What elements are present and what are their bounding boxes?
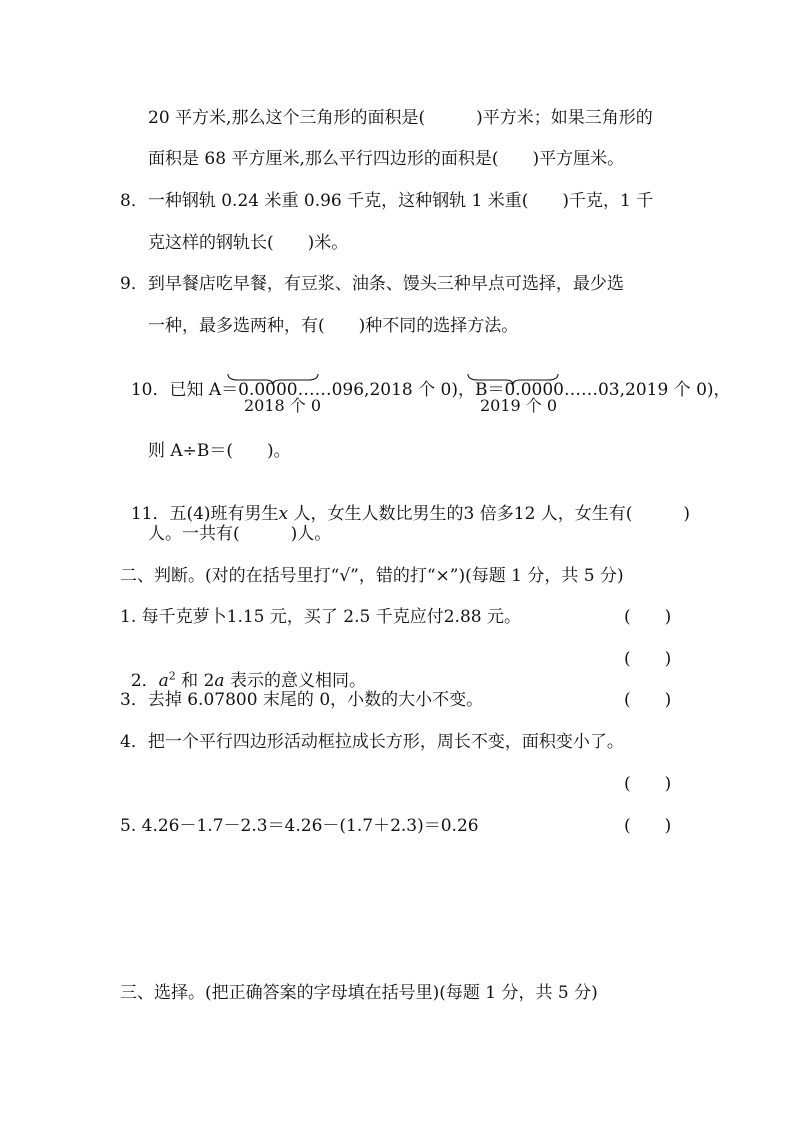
judge-item-2-end: 表示的意义相同。 (224, 671, 366, 691)
q9-line2: 一种，最多选两种，有( )种不同的选择方法。 (148, 316, 519, 336)
q10-prefix: 10．已知 A＝ (130, 380, 239, 400)
q11-line1-b: 人，女生人数比男生的3 倍多12 人，女生有( ) (288, 504, 691, 524)
judge-item-2 (120, 648, 366, 692)
judge-answer-paren-3[interactable]: ( ) (624, 690, 672, 710)
judge-answer-paren-4[interactable]: ( ) (624, 774, 672, 794)
q10-a-underbrace (226, 372, 320, 386)
q7-line1: 20 平方米,那么这个三角形的面积是( )平方米；如果三角形的 (148, 108, 653, 128)
q7-line2: 面积是 68 平方厘米,那么平行四边形的面积是( )平方厘米。 (148, 149, 625, 169)
q10-a-zeros: 0.0000…… (238, 380, 332, 400)
q10-b-zeros: 0.0000…… (504, 380, 598, 400)
q10-b-brace-label: 2019 个 0 (480, 396, 558, 415)
q10-a-rest: 096,2018 个 0)，B＝ (331, 380, 505, 400)
q9-line1: 9．到早餐店吃早餐，有豆浆、油条、馒头三种早点可选择，最少选 (120, 274, 624, 294)
judge-item-5: 5. 4.26－1.7－2.3＝4.26－(1.7＋2.3)＝0.26 (120, 816, 479, 836)
judge-item-2-sup: 2 (168, 669, 176, 683)
q11-line1-a: 11．五(4)班有男生 (130, 504, 279, 524)
q8-line2: 克这样的钢轨长( )米。 (148, 233, 349, 253)
judge-item-2-var-b: a (214, 671, 225, 691)
q11-var-x: x (278, 504, 289, 524)
judge-answer-paren-5[interactable]: ( ) (624, 816, 672, 836)
q10-a-brace-label: 2018 个 0 (244, 396, 322, 415)
judge-answer-paren-2[interactable]: ( ) (624, 649, 672, 669)
judge-answer-paren-1[interactable]: ( ) (624, 607, 672, 627)
section2-heading: 二、判断。(对的在括号里打“√”，错的打“×”)(每题 1 分，共 5 分) (120, 566, 624, 586)
q10-b-underbrace (466, 372, 560, 386)
judge-item-2-num: 2． (130, 671, 159, 691)
q11-line1 (120, 481, 690, 525)
section3-heading: 三、选择。(把正确答案的字母填在括号里)(每题 1 分，共 5 分) (120, 983, 598, 1003)
judge-item-2-var-a: a (158, 671, 169, 691)
judge-item-1: 1. 每千克萝卜1.15 元，买了 2.5 千克应付2.88 元。 (120, 607, 521, 627)
judge-item-2-mid: 和 2 (175, 671, 215, 691)
q8-line1: 8．一种钢轨 0.24 米重 0.96 千克，这种钢轨 1 米重( )千克，1 千 (120, 191, 654, 211)
q11-line2: 人。一共有( )人。 (148, 524, 332, 544)
q10-line1 (120, 357, 731, 401)
judge-item-3: 3．去掉 6.07800 末尾的 0，小数的大小不变。 (120, 690, 484, 710)
q10-b-rest: 03,2019 个 0)， (597, 380, 731, 400)
q10-line2: 则 A÷B＝( )。 (148, 441, 291, 461)
judge-item-4: 4．把一个平行四边形活动框拉成长方形，周长不变，面积变小了。 (120, 732, 624, 752)
